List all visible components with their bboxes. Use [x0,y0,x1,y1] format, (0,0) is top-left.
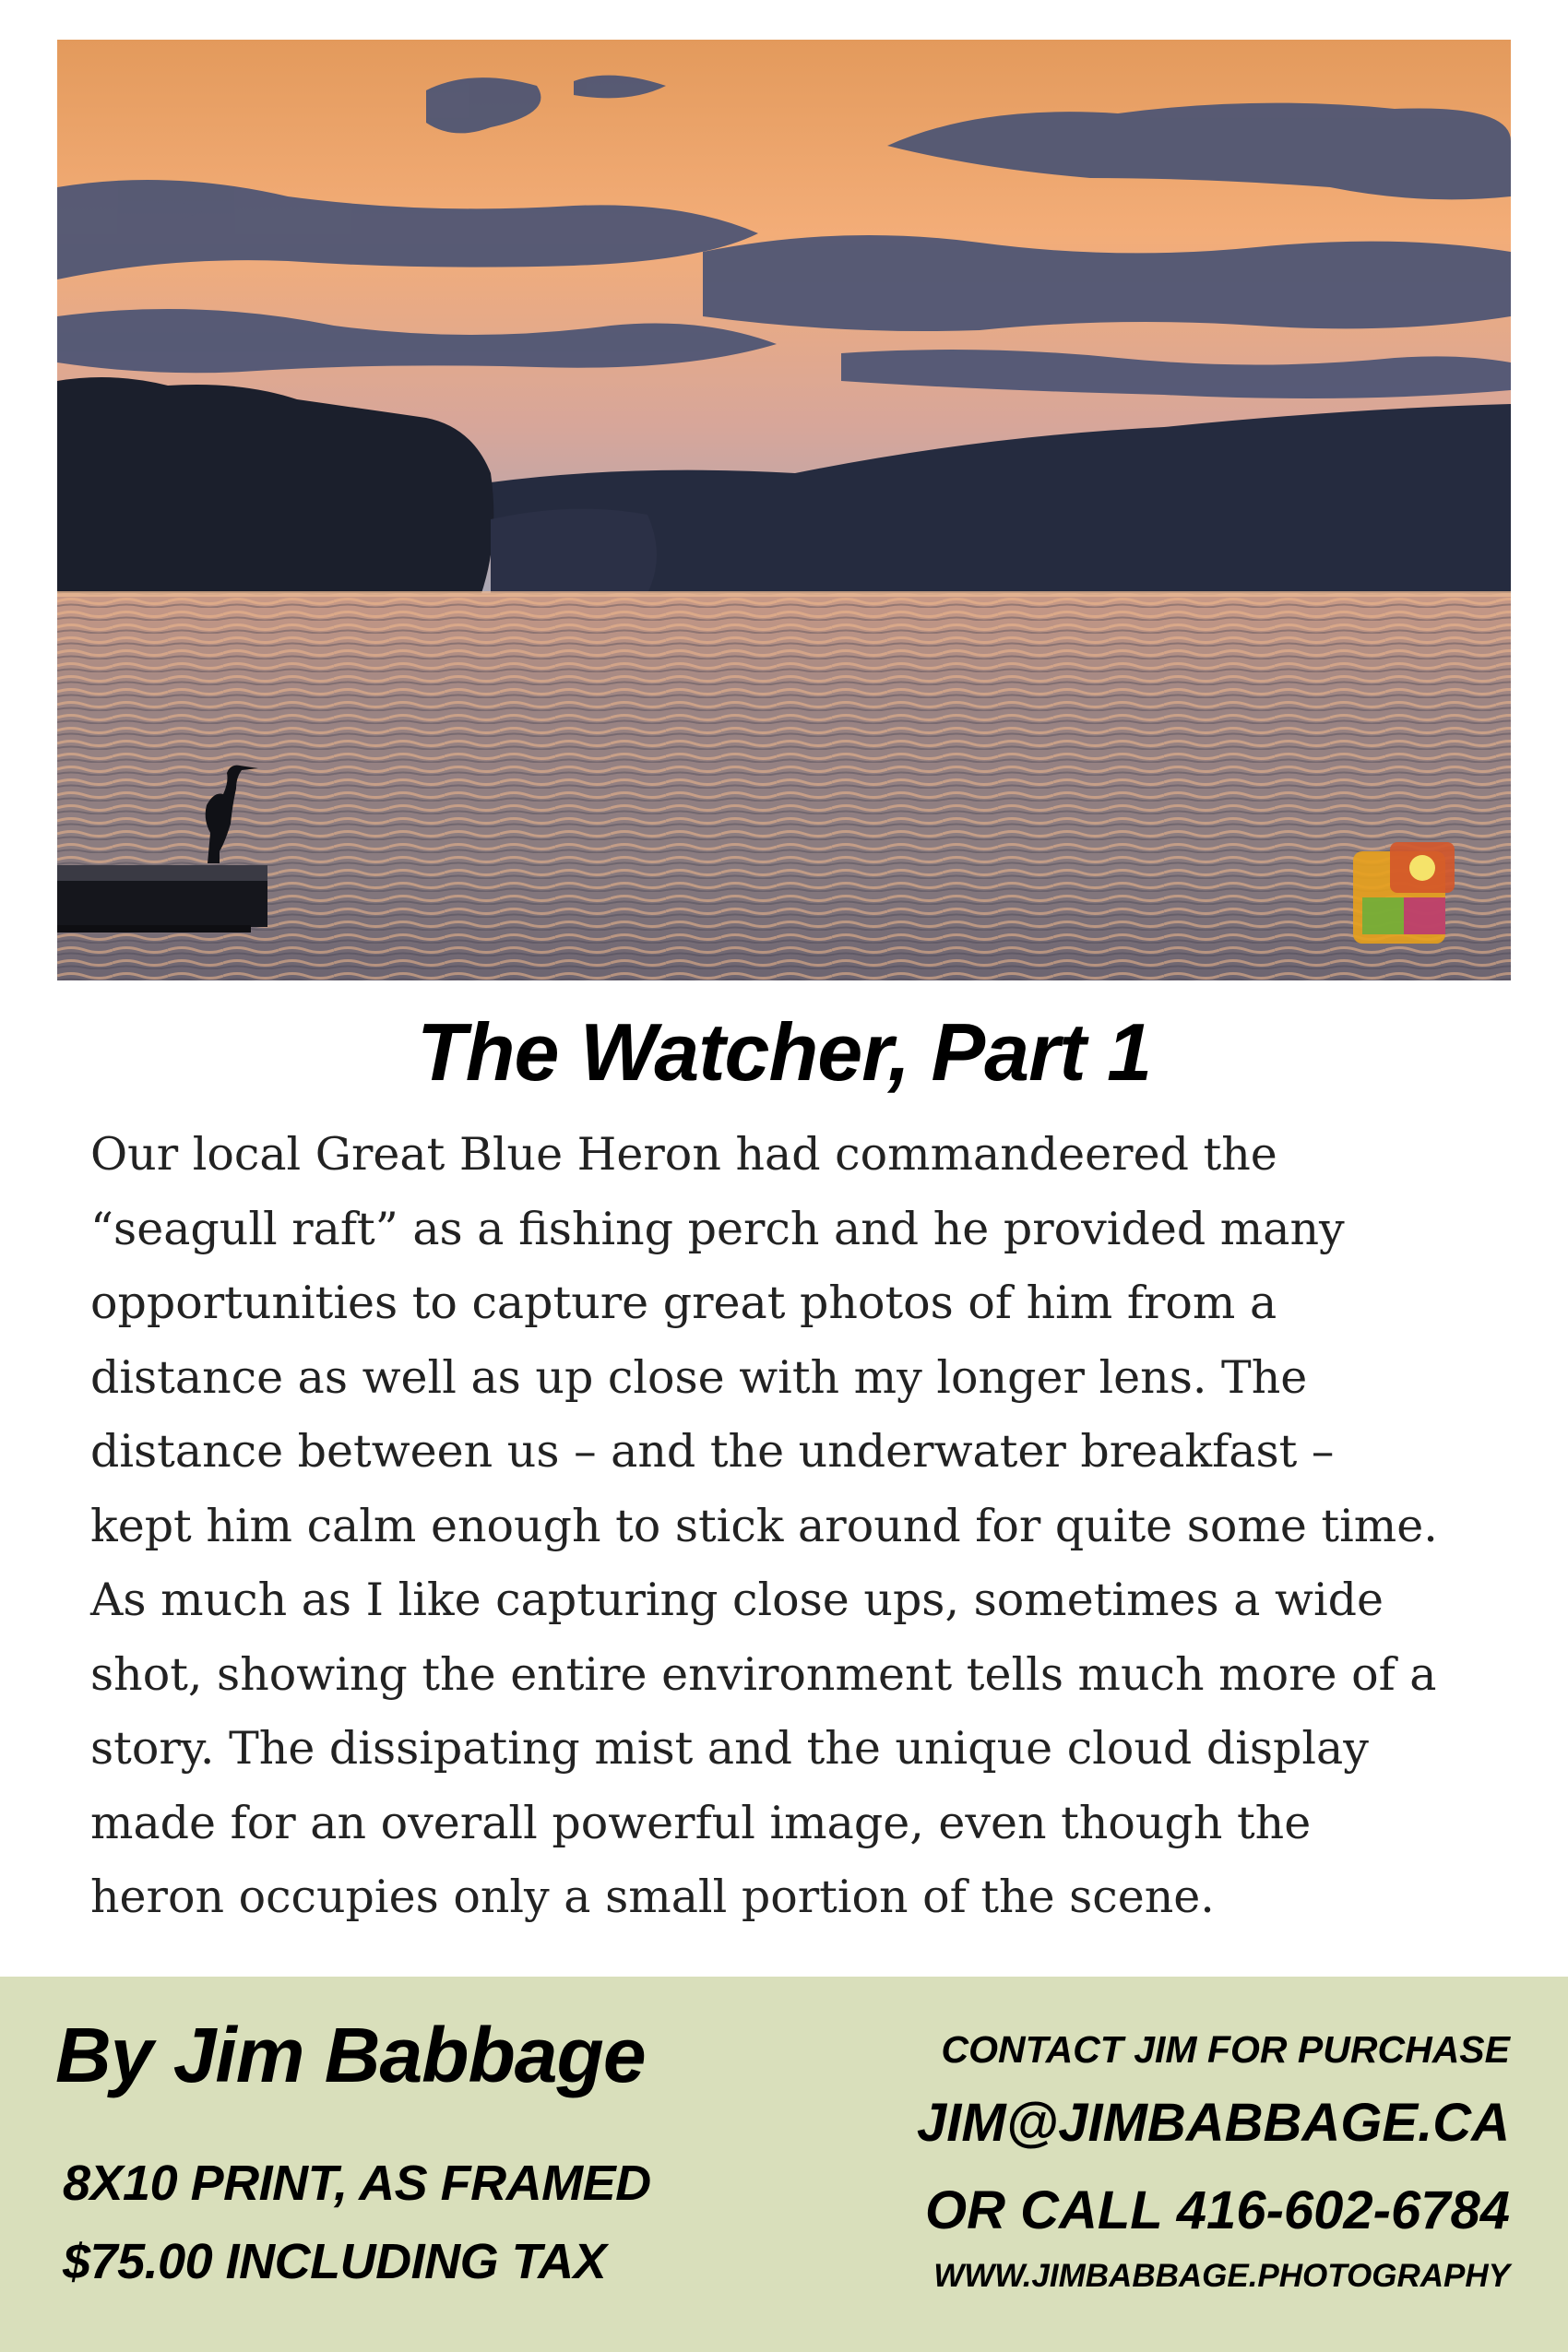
jb-logo-watermark [1353,842,1455,944]
contact-email: JIM@JIMBABBAGE.CA [916,2093,1510,2153]
description-text: Our local Great Blue Heron had commandeered the “seagull raft” as a fishing perch and he provided many opportunities to capture great photos of him from a distance as well as up close with my longer lens. The distance between us – and the underwater breakfast – kept him calm enough to stick around for quite some time. As much as I like capturing close ups, sometimes a wide shot, showing the entire environment tells much more of a story. The dissipating mist and the unique cloud display made for an overall powerful image, even though the heron occupies only a small portion of the scene. [90,1128,1438,1923]
contact-phone: OR CALL 416-602-6784 [924,2180,1510,2240]
print-price: $75.00 INCLUDING TAX [63,2234,607,2289]
seagull-raft [57,865,267,932]
heron-photo [57,40,1511,980]
contact-heading: CONTACT JIM FOR PURCHASE [941,2028,1510,2071]
contact-website: WWW.JIMBABBAGE.PHOTOGRAPHY [933,2258,1510,2294]
print-size: 8X10 PRINT, AS FRAMED [63,2156,651,2211]
poster-title: The Watcher, Part 1 [416,1006,1152,1098]
photo-scene [57,40,1511,980]
byline: By Jim Babbage [55,2012,646,2098]
